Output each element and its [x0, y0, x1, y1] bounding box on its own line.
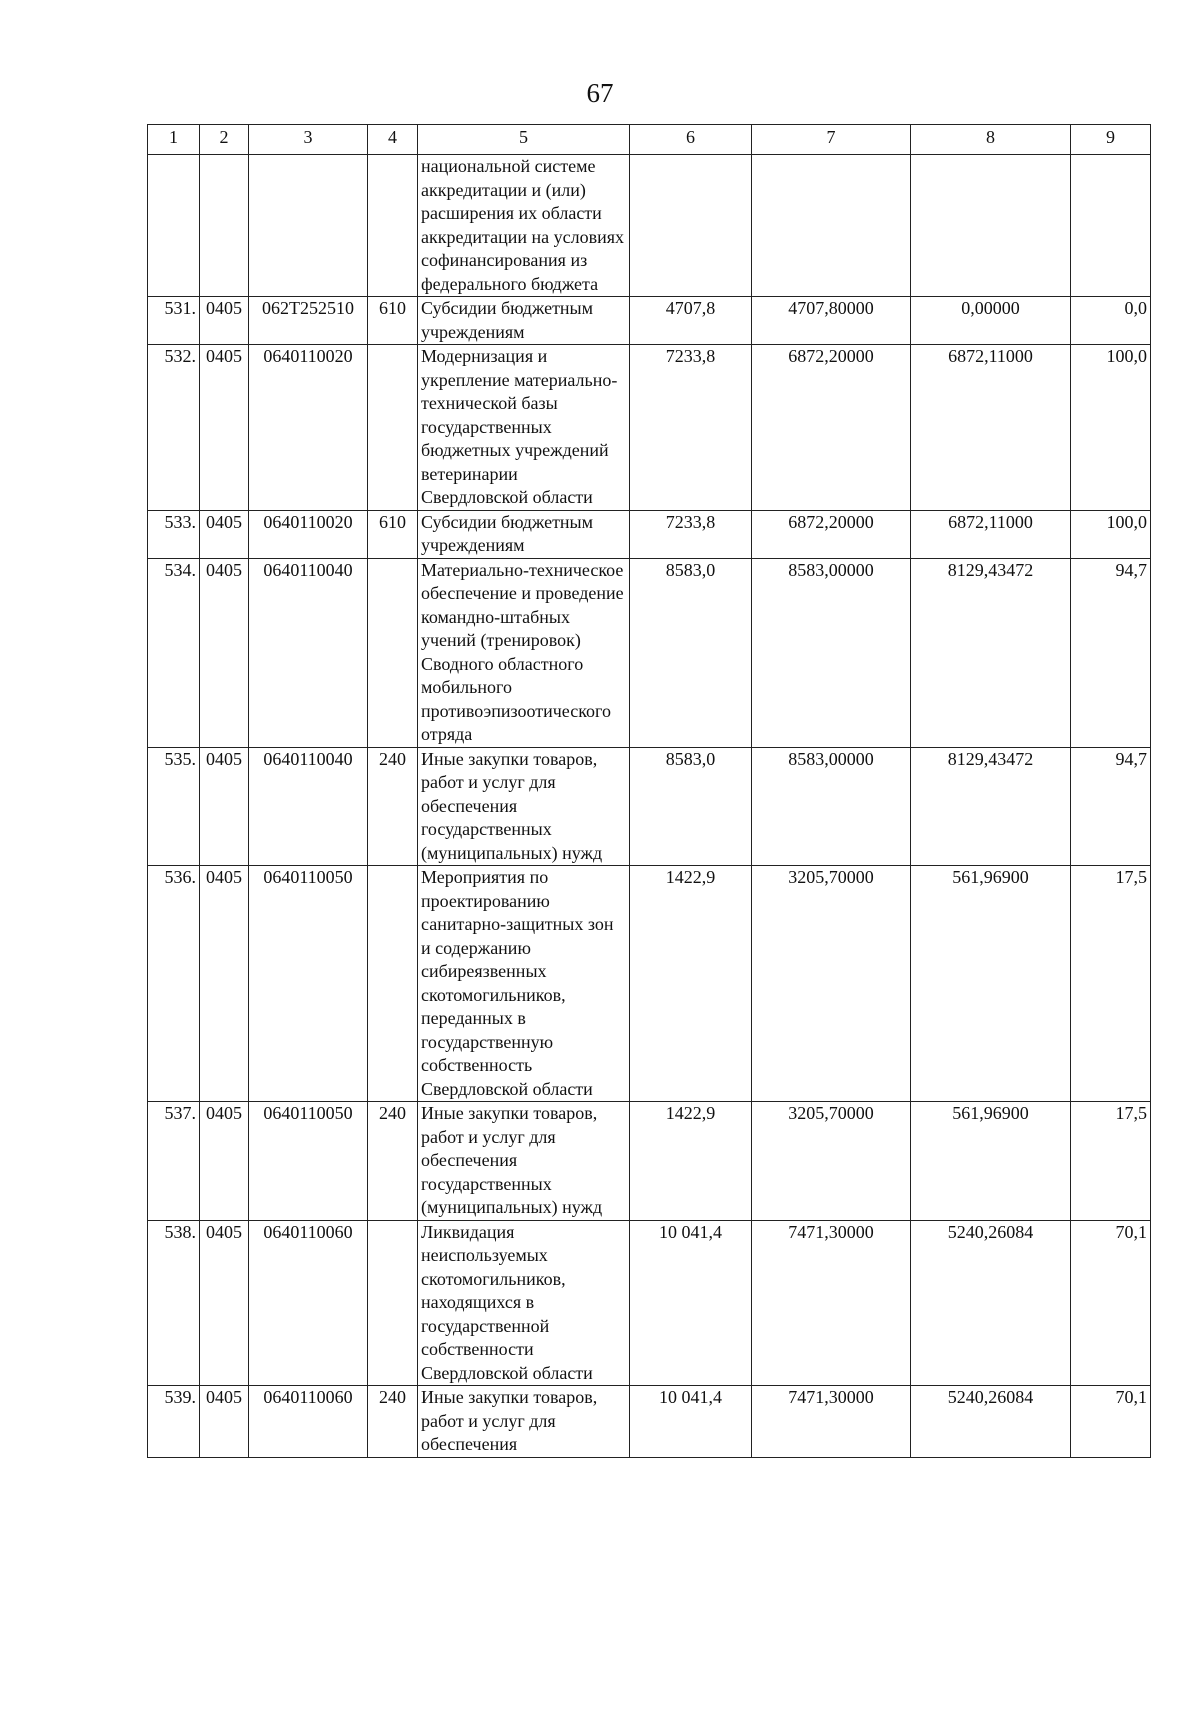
row-description: Иные закупки товаров, работ и услуг для обеспечения: [418, 1386, 630, 1458]
section-code: [200, 155, 249, 297]
row-number: 536.: [148, 866, 200, 1102]
expense-type-code: [368, 155, 418, 297]
column-header: 8: [911, 125, 1071, 155]
expense-type-code: 610: [368, 297, 418, 345]
section-code: 0405: [200, 345, 249, 511]
value-col-6: 10 041,4: [630, 1220, 752, 1386]
value-col-8: 6872,11000: [911, 345, 1071, 511]
expense-type-code: 610: [368, 510, 418, 558]
row-description: национальной системе аккредитации и (или) расширения их области аккредитации на условиях софинансирования из федерального бюджета: [418, 155, 630, 297]
target-article-code: 0640110040: [249, 747, 368, 866]
table-header-row: [148, 125, 1151, 155]
table-row: [148, 1220, 1151, 1386]
value-col-6: 1422,9: [630, 1102, 752, 1221]
row-number: [148, 155, 200, 297]
value-col-8: 5240,26084: [911, 1220, 1071, 1386]
column-header: 6: [630, 125, 752, 155]
value-col-6: 8583,0: [630, 747, 752, 866]
percent-col-9: 94,7: [1071, 747, 1151, 866]
value-col-7: 6872,20000: [752, 510, 911, 558]
value-col-7: 8583,00000: [752, 558, 911, 747]
column-header: 4: [368, 125, 418, 155]
target-article-code: 0640110020: [249, 510, 368, 558]
budget-table: [147, 124, 1151, 1458]
percent-col-9: 0,0: [1071, 297, 1151, 345]
table-row: [148, 1386, 1151, 1458]
percent-col-9: 17,5: [1071, 866, 1151, 1102]
target-article-code: 0640110050: [249, 866, 368, 1102]
row-description: Субсидии бюджетным учреждениям: [418, 510, 630, 558]
value-col-7: 4707,80000: [752, 297, 911, 345]
row-description: Материально-техническое обеспечение и проведение командно-штабных учений (тренировок) Сводного областного мобильного противоэпизоотического отряда: [418, 558, 630, 747]
expense-type-code: [368, 866, 418, 1102]
table-row: [148, 1102, 1151, 1221]
row-number: 533.: [148, 510, 200, 558]
column-header: 7: [752, 125, 911, 155]
section-code: 0405: [200, 747, 249, 866]
value-col-7: 7471,30000: [752, 1220, 911, 1386]
row-description: Иные закупки товаров, работ и услуг для обеспечения государственных (муниципальных) нужд: [418, 1102, 630, 1221]
percent-col-9: 100,0: [1071, 345, 1151, 511]
section-code: 0405: [200, 297, 249, 345]
target-article-code: 0640110040: [249, 558, 368, 747]
percent-col-9: 70,1: [1071, 1220, 1151, 1386]
value-col-8: 0,00000: [911, 297, 1071, 345]
section-code: 0405: [200, 558, 249, 747]
value-col-8: [911, 155, 1071, 297]
target-article-code: 0640110020: [249, 345, 368, 511]
value-col-8: 6872,11000: [911, 510, 1071, 558]
row-number: 539.: [148, 1386, 200, 1458]
row-description: Субсидии бюджетным учреждениям: [418, 297, 630, 345]
value-col-8: 561,96900: [911, 1102, 1071, 1221]
column-header: 9: [1071, 125, 1151, 155]
value-col-6: 7233,8: [630, 510, 752, 558]
expense-type-code: 240: [368, 1386, 418, 1458]
value-col-8: 8129,43472: [911, 747, 1071, 866]
row-number: 537.: [148, 1102, 200, 1221]
value-col-8: 8129,43472: [911, 558, 1071, 747]
value-col-6: 10 041,4: [630, 1386, 752, 1458]
expense-type-code: [368, 345, 418, 511]
column-header: 1: [148, 125, 200, 155]
table-row: [148, 747, 1151, 866]
value-col-6: 4707,8: [630, 297, 752, 345]
expense-type-code: [368, 558, 418, 747]
section-code: 0405: [200, 1102, 249, 1221]
value-col-7: [752, 155, 911, 297]
expense-type-code: 240: [368, 1102, 418, 1221]
value-col-7: 7471,30000: [752, 1386, 911, 1458]
section-code: 0405: [200, 1386, 249, 1458]
table-body: [148, 155, 1151, 1458]
percent-col-9: 100,0: [1071, 510, 1151, 558]
percent-col-9: 17,5: [1071, 1102, 1151, 1221]
value-col-7: 6872,20000: [752, 345, 911, 511]
section-code: 0405: [200, 510, 249, 558]
section-code: 0405: [200, 866, 249, 1102]
value-col-6: 8583,0: [630, 558, 752, 747]
value-col-7: 3205,70000: [752, 1102, 911, 1221]
target-article-code: 0640110050: [249, 1102, 368, 1221]
table-row: [148, 510, 1151, 558]
column-header: 5: [418, 125, 630, 155]
value-col-7: 3205,70000: [752, 866, 911, 1102]
row-description: Модернизация и укрепление материально-технической базы государственных бюджетных учреждений ветеринарии Свердловской области: [418, 345, 630, 511]
row-number: 531.: [148, 297, 200, 345]
percent-col-9: 70,1: [1071, 1386, 1151, 1458]
table-row: [148, 345, 1151, 511]
column-header: 2: [200, 125, 249, 155]
expense-type-code: [368, 1220, 418, 1386]
table-row: [148, 866, 1151, 1102]
value-col-6: 7233,8: [630, 345, 752, 511]
percent-col-9: 94,7: [1071, 558, 1151, 747]
table-row: [148, 558, 1151, 747]
row-number: 534.: [148, 558, 200, 747]
percent-col-9: [1071, 155, 1151, 297]
expense-type-code: 240: [368, 747, 418, 866]
row-number: 535.: [148, 747, 200, 866]
target-article-code: 0640110060: [249, 1386, 368, 1458]
row-description: Мероприятия по проектированию санитарно-защитных зон и содержанию сибиреязвенных скотомогильников, переданных в государственную собственность Свердловской области: [418, 866, 630, 1102]
target-article-code: 062T252510: [249, 297, 368, 345]
value-col-6: [630, 155, 752, 297]
row-description: Ликвидация неиспользуемых скотомогильников, находящихся в государственной собственности Свердловской области: [418, 1220, 630, 1386]
value-col-7: 8583,00000: [752, 747, 911, 866]
value-col-8: 561,96900: [911, 866, 1071, 1102]
page-number: 67: [586, 78, 614, 108]
target-article-code: 0640110060: [249, 1220, 368, 1386]
column-header: 3: [249, 125, 368, 155]
row-number: 538.: [148, 1220, 200, 1386]
value-col-8: 5240,26084: [911, 1386, 1071, 1458]
row-description: Иные закупки товаров, работ и услуг для обеспечения государственных (муниципальных) нужд: [418, 747, 630, 866]
section-code: 0405: [200, 1220, 249, 1386]
value-col-6: 1422,9: [630, 866, 752, 1102]
target-article-code: [249, 155, 368, 297]
table-row: [148, 155, 1151, 297]
row-number: 532.: [148, 345, 200, 511]
table-row: [148, 297, 1151, 345]
